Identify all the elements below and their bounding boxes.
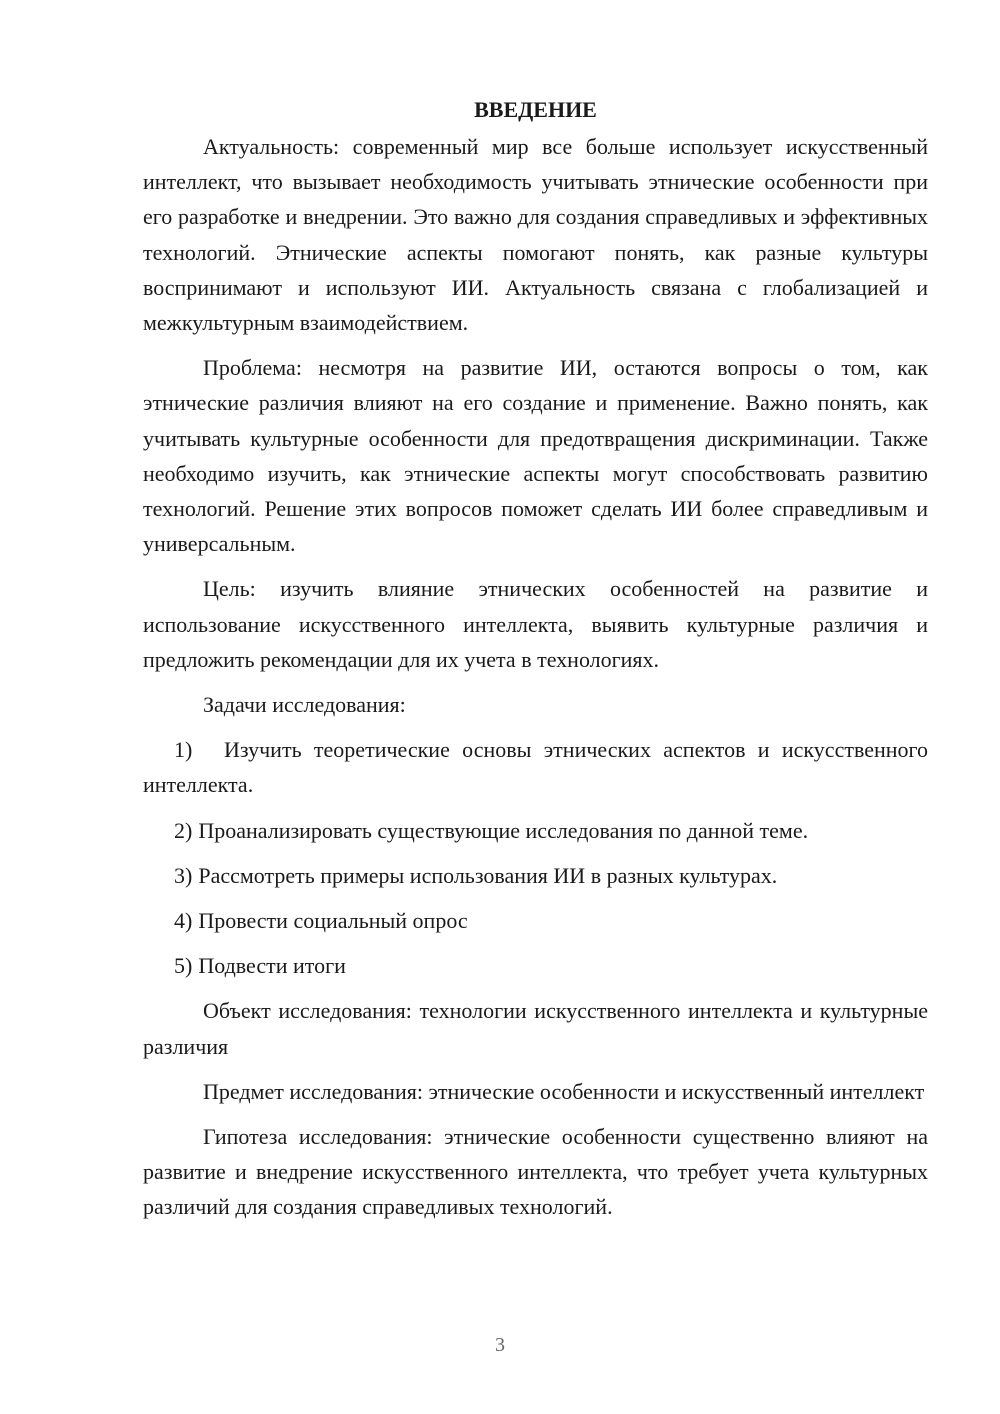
list-item [143,732,928,802]
paragraph-hypothesis: Гипотеза исследования: этнические особенности существенно влияют на развитие и внедрение искусственного интеллекта, что требует учета культурных различий для создания справедливых технологий. [143,1124,928,1220]
paragraph-object: Объект исследования: технологии искусственного интеллекта и культурные различия [143,998,928,1059]
paragraph-relevance: Актуальность: современный мир все больше использует искусственный интеллект, что вызывает необходимость учитывать этнические особенности при его разработке и внедрении. Это важно для создания справедливых и эффективных технологий. Этнические аспекты помогают понять, как разные культуры воспринимают и используют ИИ. Актуальность связана с глобализацией и межкультурным взаимодействием. [143,134,928,336]
list-item-text: Провести социальный опрос [198,908,468,934]
list-item-text: Подвести итоги [198,953,346,979]
list-item-number: 4) [174,908,193,934]
paragraph-problem: Проблема: несмотря на развитие ИИ, остаются вопросы о том, как этнические различия влияют на его создание и применение. Важно понять, как учитывать культурные особенности для предотвращения дискриминации. Также необходимо изучить, как этнические аспекты могут способствовать развитию технологий. Решение этих вопросов поможет сделать ИИ более справедливым и универсальным. [143,355,928,557]
list-item-number: 2) [174,817,193,843]
list-item-number: 3) [174,862,193,888]
paragraph-tasks-heading: Задачи исследования: [203,692,406,718]
list-item [143,948,928,983]
list-item-text: Проанализировать существующие исследования по данной теме. [198,817,809,843]
list-item [143,813,928,848]
list-item-text: Рассмотреть примеры использования ИИ в разных культурах. [198,862,778,888]
paragraph-subject: Предмет исследования: этнические особенности и искусственный интеллект [203,1078,925,1104]
list-item-number: 5) [174,953,193,979]
list-item-number: 1) [174,737,193,763]
page-number: 3 [495,1334,505,1356]
paragraph-goal: Цель: изучить влияние этнических особенностей на развитие и использование искусственного интеллекта, выявить культурные различия и предложить рекомендации для их учета в технологиях. [143,576,928,672]
list-item [143,903,928,938]
page-title: ВВЕДЕНИЕ [474,97,597,122]
list-item [143,858,928,893]
document-page [143,92,928,1235]
list-item-text: Изучить теоретические основы этнических аспектов и искусственного интеллекта. [143,737,928,798]
